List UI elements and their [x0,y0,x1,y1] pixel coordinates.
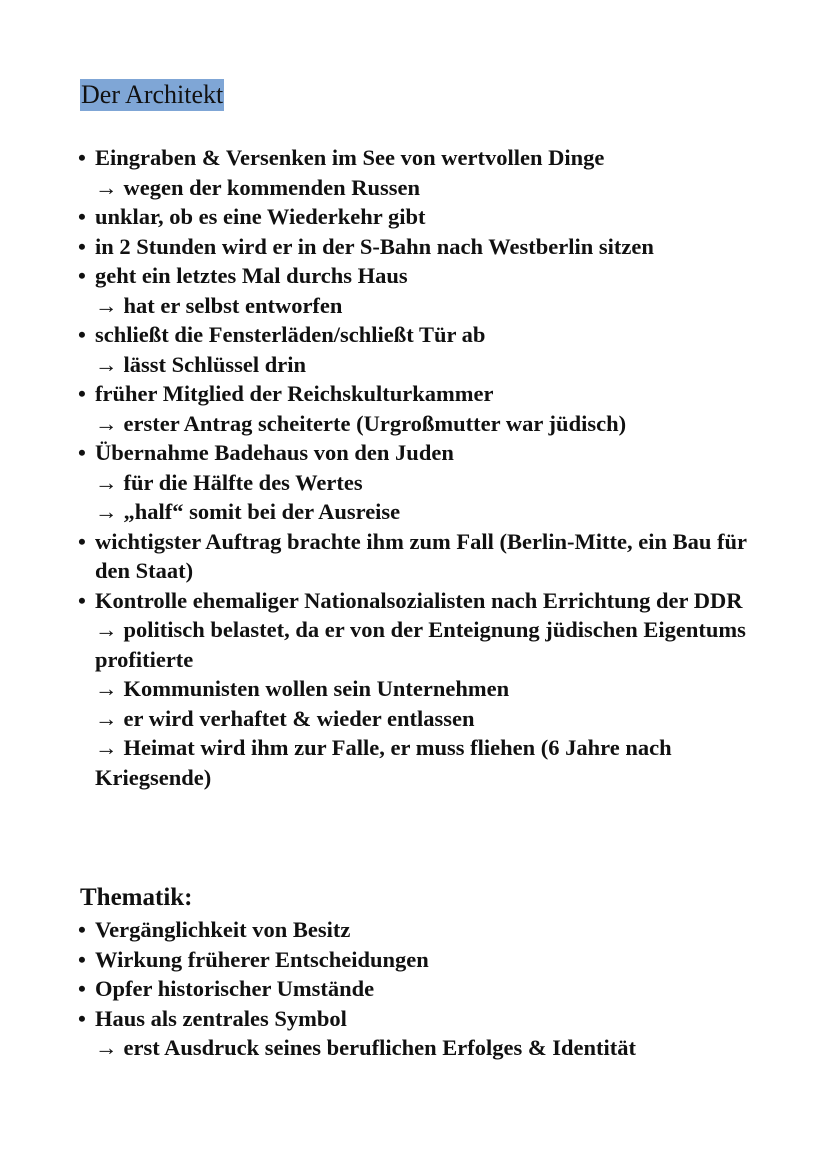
sub-point-text: Heimat wird ihm zur Falle, er muss fliehen (6 Jahre nach Kriegsende) [95,735,672,790]
sub-point [95,1033,768,1063]
sub-point-text: „half“ somit bei der Ausreise [123,499,401,524]
sub-point [95,497,768,527]
thematik-heading: Thematik: [80,884,193,911]
list-item-text: • in 2 Stunden wird er in der S-Bahn nach Westberlin sitzen [95,233,654,259]
list-item [78,1004,768,1063]
sub-point-text: hat er selbst entworfen [123,292,343,318]
list-item-text: • schließt die Fensterläden/schließt Tür ab [95,322,486,347]
arrow-icon: → [95,1035,118,1060]
arrow-icon: → [95,617,118,642]
list-item [78,143,768,202]
list-item [78,915,768,945]
list-item-text: • Kontrolle ehemaliger Nationalsozialisten nach Errichtung der DDR [95,587,743,613]
sub-point [95,468,768,498]
arrow-icon: → [95,676,118,701]
list-item-text: • wichtigster Auftrag brachte ihm zum Fall (Berlin-Mitte, ein Bau für den Staat) [95,528,747,583]
arrow-icon: → [95,410,118,436]
sub-point [95,409,768,439]
thematik-list [78,915,768,1063]
list-item [78,945,768,975]
sub-point [95,674,768,704]
list-item-text: • geht ein letztes Mal durchs Haus [95,263,408,288]
arrow-icon: → [95,174,118,200]
sub-point-text: für die Hälfte des Wertes [123,469,363,495]
sub-point-text: lässt Schlüssel drin [123,351,307,377]
sub-point [95,733,768,792]
list-item-text: • Wirkung früherer Entscheidungen [95,946,429,972]
list-item [78,379,768,438]
arrow-icon: → [95,292,118,318]
list-item [78,586,768,793]
list-item [78,320,768,379]
list-item [78,261,768,320]
list-item-text: • Vergänglichkeit von Besitz [95,917,351,942]
page-title: Der Architekt [81,80,224,109]
sub-point-text: erster Antrag scheiterte (Urgroßmutter war jüdisch) [123,410,627,436]
list-item-text: • Übernahme Badehaus von den Juden [95,440,454,465]
arrow-icon: → [95,705,118,731]
sub-point-text: er wird verhaftet & wieder entlassen [123,705,475,731]
list-item [78,974,768,1004]
arrow-icon: → [95,351,118,377]
list-item-text: • unklar, ob es eine Wiederkehr gibt [95,204,426,229]
arrow-icon: → [95,735,118,760]
sub-point [95,704,768,734]
list-item-text: • früher Mitglied der Reichskulturkammer [95,381,494,406]
sub-point-text: erst Ausdruck seines beruflichen Erfolges & Identität [123,1035,636,1060]
list-item-text: • Eingraben & Versenken im See von wertvollen Dinge [95,145,605,170]
list-item-text: • Opfer historischer Umstände [95,976,375,1001]
list-item [78,527,768,586]
sub-point-text: Kommunisten wollen sein Unternehmen [123,676,510,701]
arrow-icon: → [95,469,118,495]
list-item [78,438,768,527]
sub-point-text: politisch belastet, da er von der Enteignung jüdischen Eigentums profitierte [95,617,746,672]
list-item [78,232,768,262]
sub-point [95,291,768,321]
sub-point [95,173,768,203]
notes-list [78,143,768,792]
list-item [78,202,768,232]
arrow-icon: → [95,499,118,524]
sub-point [95,350,768,380]
list-item-text: • Haus als zentrales Symbol [95,1005,347,1031]
sub-point-text: wegen der kommenden Russen [123,174,420,200]
sub-point [95,615,768,674]
